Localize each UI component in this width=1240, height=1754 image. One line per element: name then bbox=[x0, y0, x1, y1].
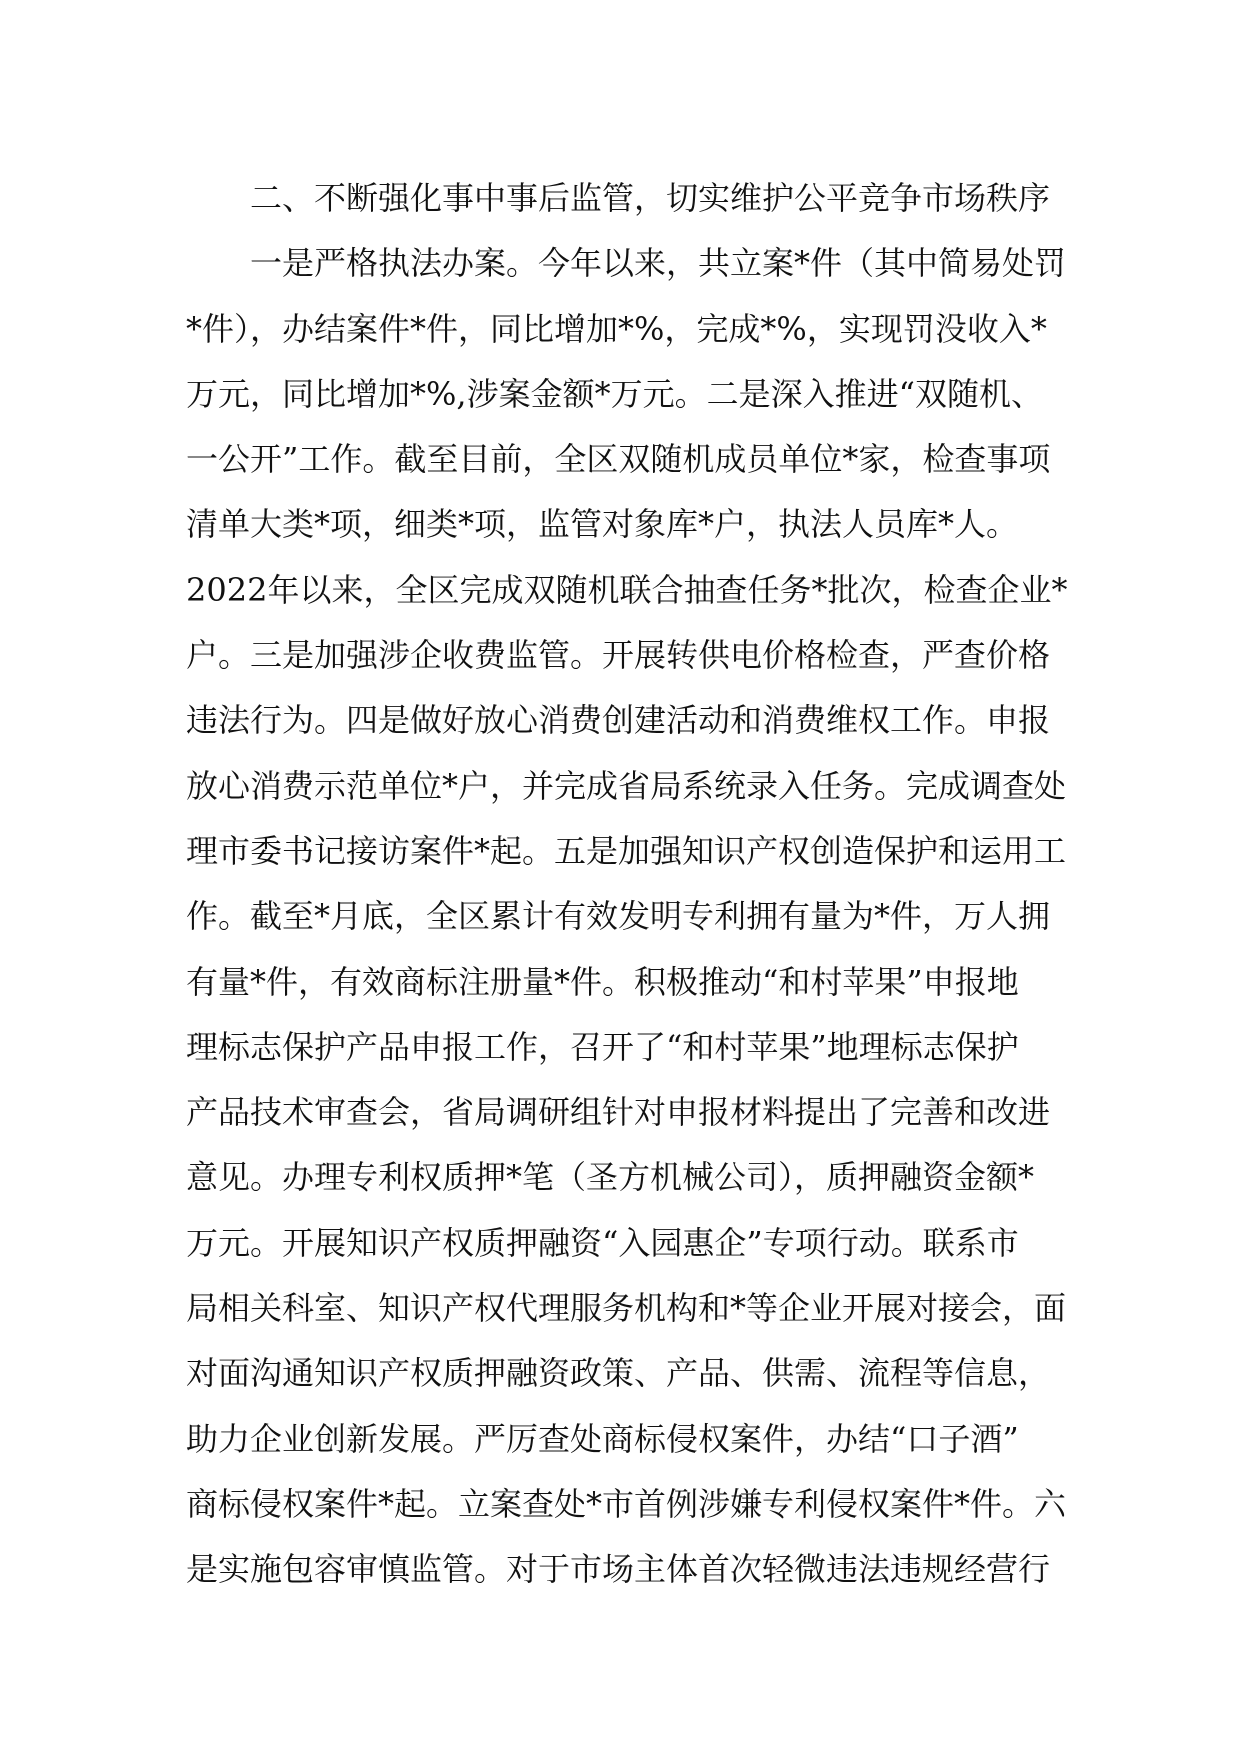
body-line: 作。截至*月底，全区累计有效发明专利拥有量为*件，万人拥 bbox=[186, 897, 1051, 936]
body-line: 2022年以来，全区完成双随机联合抽查任务*批次，检查企业* bbox=[186, 570, 1068, 609]
section-heading: 二、不断强化事中事后监管，切实维护公平竞争市场秩序 bbox=[250, 179, 1051, 217]
body-line: 一公开”工作。截至目前，全区双随机成员单位*家，检查事项 bbox=[186, 440, 1051, 479]
body-line: 产品技术审查会，省局调研组针对申报材料提出了完善和改进 bbox=[186, 1093, 1051, 1132]
body-line: 助力企业创新发展。严厉查处商标侵权案件，办结“口子酒” bbox=[186, 1419, 1019, 1458]
document-body bbox=[186, 166, 1066, 1603]
body-line: 局相关科室、知识产权代理服务机构和*等企业开展对接会，面 bbox=[186, 1289, 1067, 1328]
body-line: *件），办结案件*件，同比增加*%，完成*%，实现罚没收入* bbox=[186, 309, 1047, 348]
body-line: 违法行为。四是做好放心消费创建活动和消费维权工作。申报 bbox=[186, 701, 1051, 740]
body-line: 户。三是加强涉企收费监管。开展转供电价格检查，严查价格 bbox=[186, 636, 1051, 675]
body-line: 商标侵权案件*起。立案查处*市首例涉嫌专利侵权案件*件。六 bbox=[186, 1484, 1067, 1523]
body-line: 理标志保护产品申报工作，召开了“和村苹果”地理标志保护 bbox=[186, 1027, 1019, 1066]
body-line: 清单大类*项，细类*项，监管对象库*户，执法人员库*人。 bbox=[186, 505, 1019, 544]
body-line: 万元，同比增加*%,涉案金额*万元。二是深入推进“双随机、 bbox=[186, 374, 1043, 413]
body-line: 对面沟通知识产权质押融资政策、产品、供需、流程等信息， bbox=[186, 1354, 1051, 1393]
body-line: 有量*件，有效商标注册量*件。积极推动“和村苹果”申报地 bbox=[186, 962, 1019, 1001]
body-line: 万元。开展知识产权质押融资“入园惠企”专项行动。联系市 bbox=[186, 1223, 1019, 1262]
body-line: 意见。办理专利权质押*笔（圣方机械公司），质押融资金额* bbox=[186, 1158, 1035, 1197]
body-line: 一是严格执法办案。今年以来，共立案*件（其中简易处罚 bbox=[250, 244, 1067, 283]
body-line: 理市委书记接访案件*起。五是加强知识产权创造保护和运用工 bbox=[186, 831, 1067, 870]
body-line: 是实施包容审慎监管。对于市场主体首次轻微违法违规经营行 bbox=[186, 1550, 1051, 1589]
body-line: 放心消费示范单位*户，并完成省局系统录入任务。完成调查处 bbox=[186, 766, 1067, 805]
